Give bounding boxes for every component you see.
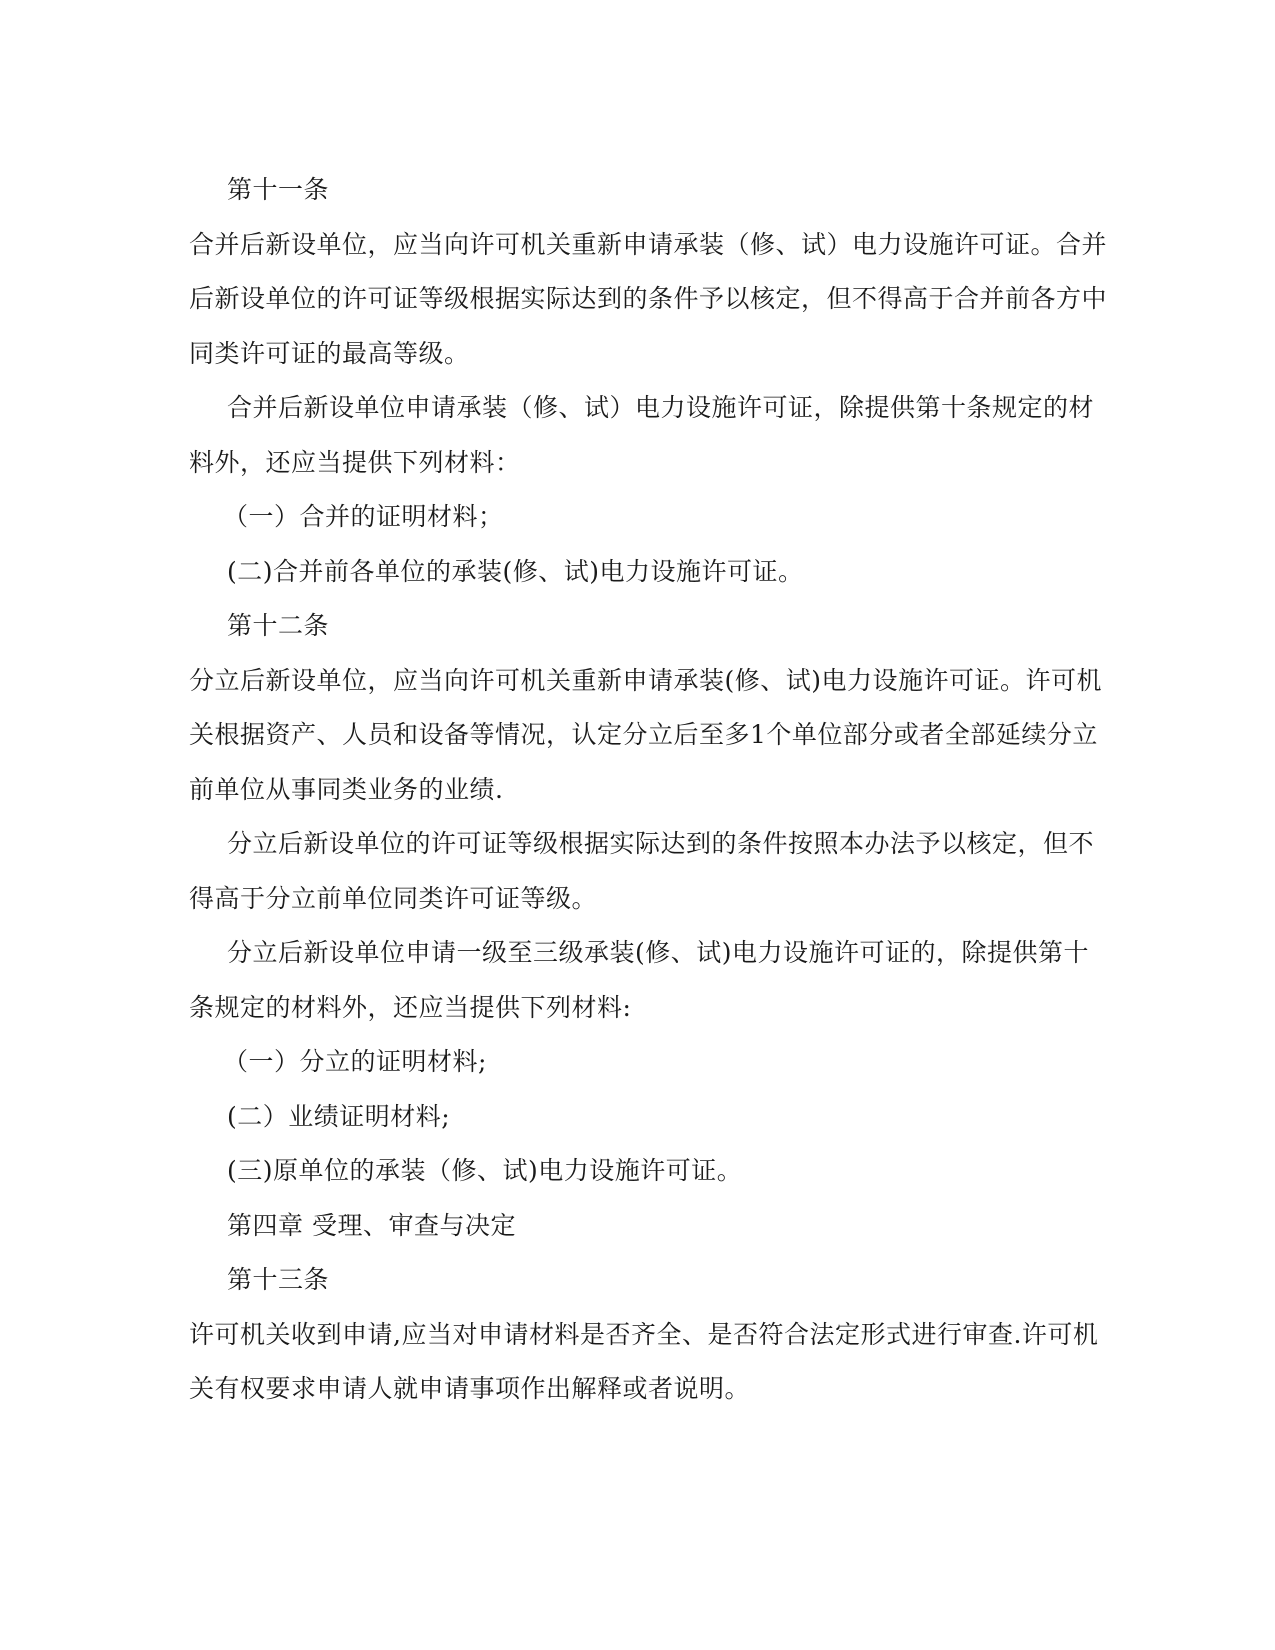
paragraph-line: 分立后新设单位的许可证等级根据实际达到的条件按照本办法予以核定，但不 — [227, 829, 1095, 858]
paragraph-line: 合并后新设单位申请承装（修、试）电力设施许可证，除提供第十条规定的材 — [227, 393, 1095, 422]
paragraph-line: 关有权要求申请人就申请事项作出解释或者说明。 — [189, 1374, 751, 1403]
chapter-heading: 第四章 受理、审查与决定 — [227, 1210, 516, 1240]
paragraph-line: 分立后新设单位，应当向许可机关重新申请承装(修、试)电力设施许可证。许可机 — [189, 665, 1103, 695]
article-heading-12: 第十二条 — [227, 611, 330, 640]
paragraph-line: 得高于分立前单位同类许可证等级。 — [189, 883, 598, 913]
paragraph-line: 料外，还应当提供下列材料： — [189, 447, 521, 477]
document-body — [189, 163, 1108, 1417]
paragraph-line: 关根据资产、人员和设备等情况，认定分立后至多1个单位部分或者全部延续分立 — [189, 720, 1098, 749]
paragraph-line: 同类许可证的最高等级。 — [189, 338, 470, 368]
paragraph-line: 前单位从事同类业务的业绩. — [189, 774, 504, 804]
paragraph-line: 分立后新设单位申请一级至三级承装(修、试)电力设施许可证的，除提供第十 — [227, 938, 1090, 967]
article-heading-13: 第十三条 — [227, 1265, 330, 1294]
paragraph-line: 后新设单位的许可证等级根据实际达到的条件予以核定，但不得高于合并前各方中 — [189, 284, 1108, 313]
list-item: （一）合并的证明材料； — [223, 502, 504, 531]
paragraph-line: 许可机关收到申请,应当对申请材料是否齐全、是否符合法定形式进行审查.许可机 — [189, 1319, 1099, 1349]
list-item: (三)原单位的承装（修、试)电力设施许可证。 — [227, 1156, 743, 1185]
list-item: (二)合并前各单位的承装(修、试)电力设施许可证。 — [227, 556, 804, 586]
paragraph-line: 合并后新设单位，应当向许可机关重新申请承装（修、试）电力设施许可证。合并 — [189, 229, 1108, 259]
paragraph-line: 条规定的材料外，还应当提供下列材料: — [189, 992, 632, 1022]
article-heading-11: 第十一条 — [227, 175, 330, 204]
list-item: （一）分立的证明材料; — [223, 1047, 487, 1076]
list-item: (二）业绩证明材料; — [227, 1101, 451, 1131]
